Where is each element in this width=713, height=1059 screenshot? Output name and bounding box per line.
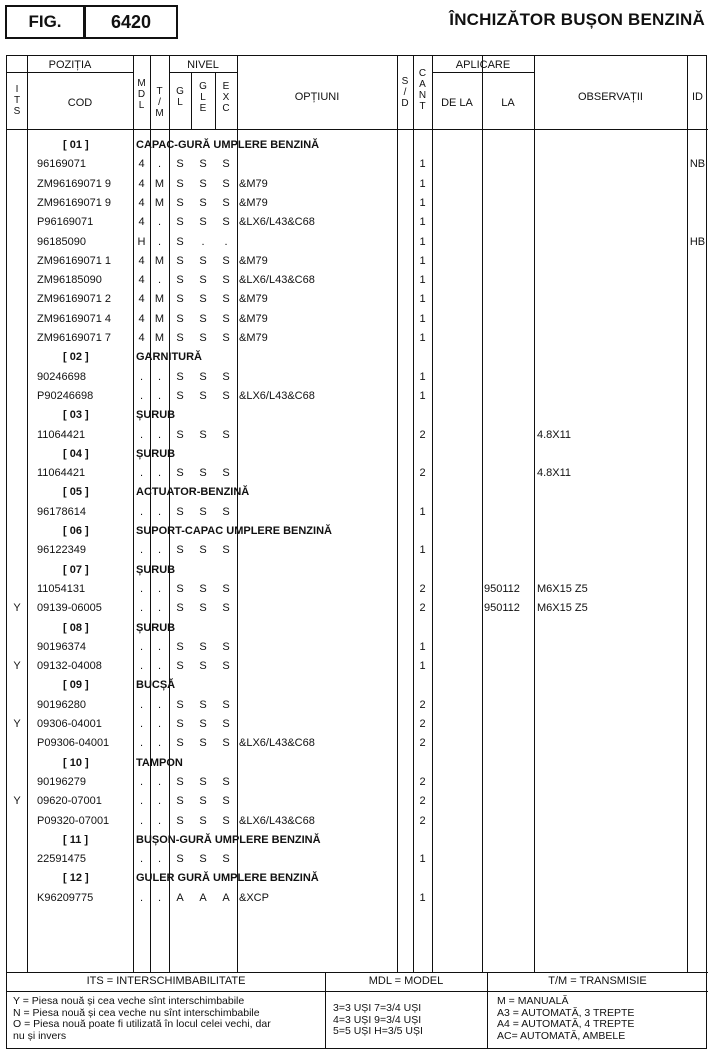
section-name: ACTUATOR-BENZINĂ [136,486,250,499]
gle-value: S [199,428,207,441]
exc-value: S [222,332,230,344]
quantity: 1 [419,177,426,190]
gle-value: S [199,274,207,287]
col-tm: T / M [155,86,164,119]
tm-value: . [157,718,162,730]
part-code: ZM96169071 1 [37,254,111,267]
tm-value: M [154,312,165,325]
id-code: NB [689,158,706,171]
grid-line [27,56,28,972]
section-name: TAMPON [136,756,183,769]
mdl-value: . [139,795,144,808]
part-code: 09132-04008 [37,660,102,673]
gl-value: S [176,235,184,248]
gl-value: S [176,196,184,209]
part-code: 90246698 [37,370,86,383]
gle-value: S [199,332,207,344]
tm-value: M [154,196,165,209]
part-code: 96185090 [37,235,86,248]
mdl-value: . [139,640,144,653]
pozitia-divider [7,72,133,73]
tm-value: . [157,582,162,595]
exc-value: S [222,698,230,711]
col-pozitia: POZIȚIA [48,59,92,71]
gl-value: S [176,177,184,190]
gl-value: S [176,428,184,441]
gle-value: . [201,235,205,248]
mdl-value: . [139,814,144,827]
option-code: &M79 [239,254,268,267]
exc-value: S [222,177,230,190]
exc-value: S [222,467,230,480]
gle-value: S [199,795,207,808]
nivel-divider [169,72,237,73]
gle-value: S [199,853,207,866]
exc-value: S [222,853,230,866]
tm-value: . [157,467,162,480]
part-code: K96209775 [37,891,94,904]
section-number: [ 02 ] [63,351,89,364]
gl-value: S [176,370,184,383]
quantity: 1 [419,235,426,248]
option-code: &LX6/L43&C68 [239,274,315,287]
figure-label: FIG. [5,5,85,39]
tm-value: . [157,891,162,904]
part-code: 09306-04001 [37,718,102,730]
mdl-value: . [139,660,144,673]
part-code: P09320-07001 [37,814,110,827]
part-code: 96169071 [37,158,86,171]
observation: 4.8X11 [537,428,572,441]
exc-value: S [222,254,230,267]
section-number: [ 06 ] [63,525,89,537]
tm-value: M [154,177,165,190]
tm-value: . [157,853,162,866]
part-code: 09620-07001 [37,795,102,808]
legend-tm-line: AC= AUTOMATĂ, AMBELE [497,1029,626,1042]
tm-value: . [157,235,162,248]
mdl-value: . [139,718,144,730]
exc-value: S [222,196,230,209]
quantity: 2 [419,775,426,788]
part-code: ZM96169071 4 [37,312,111,325]
col-aplicare: APLICARE [455,59,511,71]
its-value: Y [13,718,21,730]
section-number: [ 12 ] [63,872,89,885]
gl-value: S [176,640,184,653]
part-code: ZM96169071 7 [37,332,111,344]
quantity: 1 [419,196,426,209]
gl-value: S [176,332,184,344]
gl-value: S [176,698,184,711]
legend-tm-line: M = MANUALĂ [497,995,569,1007]
part-code: ZM96169071 9 [37,177,111,190]
mdl-value: H [137,235,146,248]
quantity: 1 [419,312,426,325]
col-mdl: M D L [137,78,146,111]
tm-value: . [157,428,162,441]
option-code: &LX6/L43&C68 [239,737,315,750]
mdl-value: . [139,582,144,595]
gl-value: S [176,544,184,557]
legend-mdl-line: 3=3 UȘI 7=3/4 UȘI [333,1002,422,1014]
exc-value: S [222,370,230,383]
legend-its-line: O = Piesa nouă poate fi utilizată în locul celei vechi, dar [13,1018,271,1030]
tm-value: . [157,216,162,229]
exc-value: S [222,718,230,730]
gle-value: S [199,640,207,653]
option-code: &XCP [239,891,269,904]
exc-value: S [222,389,230,402]
quantity: 1 [419,254,426,267]
legend-tm-line: A4 = AUTOMATĂ, 4 TREPTE [497,1018,635,1030]
quantity: 1 [419,293,426,306]
exc-value: S [222,775,230,788]
mdl-value: . [139,853,144,866]
col-cod: COD [67,97,93,109]
exc-value: S [222,602,230,615]
mdl-value: . [139,544,144,557]
exc-value: S [222,158,230,171]
gl-value: S [176,312,184,325]
gle-value: S [199,216,207,229]
grid-line [482,56,483,972]
legend-its-title: ITS = INTERSCHIMBABILITATE [86,975,246,987]
section-number: [ 01 ] [63,139,89,151]
section-name: BUCȘĂ [136,679,176,692]
legend-its-line: N = Piesa nouă și cea veche nu sînt interschimbabile [13,1006,260,1019]
gl-value: S [176,795,184,808]
option-code: &LX6/L43&C68 [239,814,315,827]
gle-value: S [199,718,207,730]
section-name: ȘURUB [136,447,176,460]
gle-value: S [199,370,207,383]
its-value: Y [13,602,21,615]
quantity: 1 [419,158,426,171]
tm-value: . [157,602,162,615]
legend-mdl-line: 4=3 UȘI 9=3/4 UȘI [333,1013,422,1026]
part-code: 90196280 [37,698,86,711]
mdl-value: 4 [138,312,145,325]
gl-value: S [176,718,184,730]
quantity: 1 [419,891,426,904]
its-value: Y [13,795,21,808]
section-name: CAPAC-GURĂ UMPLERE BENZINĂ [136,139,320,151]
quantity: 1 [419,853,426,866]
part-code: P90246698 [37,389,94,402]
option-code: &M79 [239,312,268,325]
gle-value: S [199,196,207,209]
section-number: [ 09 ] [63,679,89,692]
quantity: 2 [419,698,426,711]
mdl-value: . [139,891,144,904]
grid-line [687,56,688,972]
gle-value: S [199,158,207,171]
gle-value: S [199,737,207,750]
col-nivel: NIVEL [187,59,219,71]
mdl-value: 4 [138,158,145,171]
part-code: ZM96169071 2 [37,293,111,306]
observation: M6X15 Z5 [537,582,588,595]
tm-value: . [157,158,162,171]
tm-value: M [154,254,165,267]
aplicare-divider [432,72,534,73]
col-de-la: DE LA [441,97,473,109]
gl-value: S [176,216,184,229]
tm-value: . [157,775,162,788]
applied-until: 950112 [484,582,520,595]
gl-value: S [176,505,184,518]
its-value: Y [13,660,21,673]
section-name: SUPORT-CAPAC UMPLERE BENZINĂ [136,525,332,537]
gle-value: S [199,312,207,325]
quantity: 1 [419,274,426,287]
part-code: 90196279 [37,775,86,788]
section-number: [ 10 ] [63,756,89,769]
quantity: 1 [419,505,426,518]
option-code: &M79 [239,196,268,209]
col-gl: G L [176,86,184,108]
header-bottom [7,129,708,130]
quantity: 2 [419,795,426,808]
option-code: &M79 [239,293,268,306]
mdl-value: . [139,602,144,615]
option-code: &LX6/L43&C68 [239,389,315,402]
gl-value: S [176,293,184,306]
part-code: 09139-06005 [37,602,102,615]
gle-value: S [199,544,207,557]
option-code: &M79 [239,177,268,190]
tm-value: . [157,795,162,808]
mdl-value: 4 [138,196,145,209]
part-code: 22591475 [37,853,86,866]
legend-mdl-title: MDL = MODEL [368,975,444,987]
section-name: ȘURUB [136,563,176,576]
mdl-value: . [139,737,144,750]
footer-divider [7,991,708,992]
part-code: P09306-04001 [37,737,110,750]
part-code: ZM96185090 [37,274,102,287]
gle-value: S [199,602,207,615]
mdl-value: . [139,698,144,711]
exc-value: S [222,428,230,441]
tm-value: . [157,544,162,557]
mdl-value: 4 [138,274,145,287]
mdl-value: . [139,467,144,480]
gle-value: S [199,254,207,267]
gl-value: S [176,582,184,595]
grid-line [397,56,398,972]
gl-value: S [176,853,184,866]
gl-value: S [176,814,184,827]
part-code: 11054131 [37,582,86,595]
quantity: 1 [419,640,426,653]
tm-value: . [157,370,162,383]
mdl-value: . [139,775,144,788]
exc-value: S [222,274,230,287]
exc-value: S [222,505,230,518]
part-code: 11064421 [37,467,86,480]
col-its: I T S [13,84,21,117]
mdl-value: 4 [138,177,145,190]
gl-value: S [176,467,184,480]
part-code: 90196374 [37,640,86,653]
tm-value: M [154,293,165,306]
exc-value: S [222,312,230,325]
quantity: 2 [419,428,426,441]
gle-value: S [199,467,207,480]
part-code: P96169071 [37,216,94,229]
exc-value: . [224,235,228,248]
gle-value: S [199,505,207,518]
exc-value: S [222,293,230,306]
mdl-value: . [139,505,144,518]
applied-until: 950112 [484,602,520,615]
tm-value: . [157,389,162,402]
quantity: 1 [419,389,426,402]
section-name: GARNITURĂ [136,351,202,364]
quantity: 2 [419,737,426,750]
exc-value: S [222,544,230,557]
observation: 4.8X11 [537,467,572,480]
body-bottom [7,972,708,973]
exc-value: S [222,814,230,827]
mdl-value: 4 [138,332,145,344]
exc-value: S [222,582,230,595]
tm-value: . [157,640,162,653]
option-code: &M79 [239,332,268,344]
tm-value: . [157,274,162,287]
gle-value: S [199,660,207,673]
section-number: [ 11 ] [63,833,89,846]
col-sd: S / D [401,76,409,109]
exc-value: S [222,640,230,653]
legend-its-line: Y = Piesa nouă și cea veche sînt interschimbabile [13,995,245,1007]
section-number: [ 05 ] [63,486,89,499]
quantity: 1 [419,660,426,673]
gle-value: S [199,389,207,402]
gl-value: S [176,254,184,267]
quantity: 2 [419,814,426,827]
part-code: 96178614 [37,505,86,518]
mdl-value: 4 [138,293,145,306]
gle-value: A [199,891,207,904]
exc-value: A [222,891,230,904]
gle-value: S [199,775,207,788]
grid-line [534,56,535,972]
gle-value: S [199,698,207,711]
gle-value: S [199,814,207,827]
part-code: 96122349 [37,544,86,557]
tm-value: . [157,505,162,518]
section-number: [ 08 ] [63,621,89,634]
section-number: [ 03 ] [63,409,89,422]
figure-number: 6420 [84,5,178,39]
col-id: ID [692,91,703,103]
legend-its-line: nu și invers [13,1029,67,1042]
exc-value: S [222,795,230,808]
gle-value: S [199,293,207,306]
exc-value: S [222,660,230,673]
tm-value: . [157,814,162,827]
gle-value: S [199,582,207,595]
observation: M6X15 Z5 [537,602,588,615]
quantity: 1 [419,216,426,229]
tm-value: . [157,698,162,711]
part-code: ZM96169071 9 [37,196,111,209]
mdl-value: 4 [138,254,145,267]
quantity: 2 [419,582,426,595]
mdl-value: . [139,389,144,402]
quantity: 2 [419,602,426,615]
section-name: ȘURUB [136,409,176,422]
quantity: 2 [419,467,426,480]
part-code: 11064421 [37,428,86,441]
legend-tm-line: A3 = AUTOMATĂ, 3 TREPTE [497,1006,635,1019]
section-name: ȘURUB [136,621,176,634]
legend-mdl-line: 5=5 UȘI H=3/5 UȘI [333,1025,423,1037]
col-cant: C A N T [418,68,427,112]
gl-value: S [176,602,184,615]
col-optiuni: OPȚIUNI [294,91,340,103]
col-gle: G L E [199,81,207,114]
gl-value: S [176,274,184,287]
quantity: 1 [419,544,426,557]
grid-line [432,56,433,972]
gl-value: S [176,660,184,673]
col-la: LA [501,97,515,109]
legend-tm-title: T/M = TRANSMISIE [548,975,647,987]
section-number: [ 07 ] [63,563,89,576]
quantity: 1 [419,332,426,344]
section-number: [ 04 ] [63,447,89,460]
exc-value: S [222,737,230,750]
tm-value: . [157,660,162,673]
quantity: 2 [419,718,426,730]
gl-value: S [176,389,184,402]
mdl-value: 4 [138,216,145,229]
option-code: &LX6/L43&C68 [239,216,315,229]
tm-value: M [154,332,165,344]
section-name: GULER GURĂ UMPLERE BENZINĂ [136,872,319,885]
col-exc: E X C [222,81,230,114]
id-code: HB [689,235,706,248]
gl-value: S [176,158,184,171]
tm-value: . [157,737,162,750]
mdl-value: . [139,428,144,441]
gl-value: S [176,737,184,750]
mdl-value: . [139,370,144,383]
gl-value: S [176,775,184,788]
section-name: BUȘON-GURĂ UMPLERE BENZINĂ [136,833,321,846]
quantity: 1 [419,370,426,383]
page-title: ÎNCHIZĂTOR BUȘON BENZINĂ [449,10,705,29]
exc-value: S [222,216,230,229]
col-observatii: OBSERVAȚII [577,91,643,103]
parts-table [6,55,707,1049]
gle-value: S [199,177,207,190]
gl-value: A [176,891,184,904]
